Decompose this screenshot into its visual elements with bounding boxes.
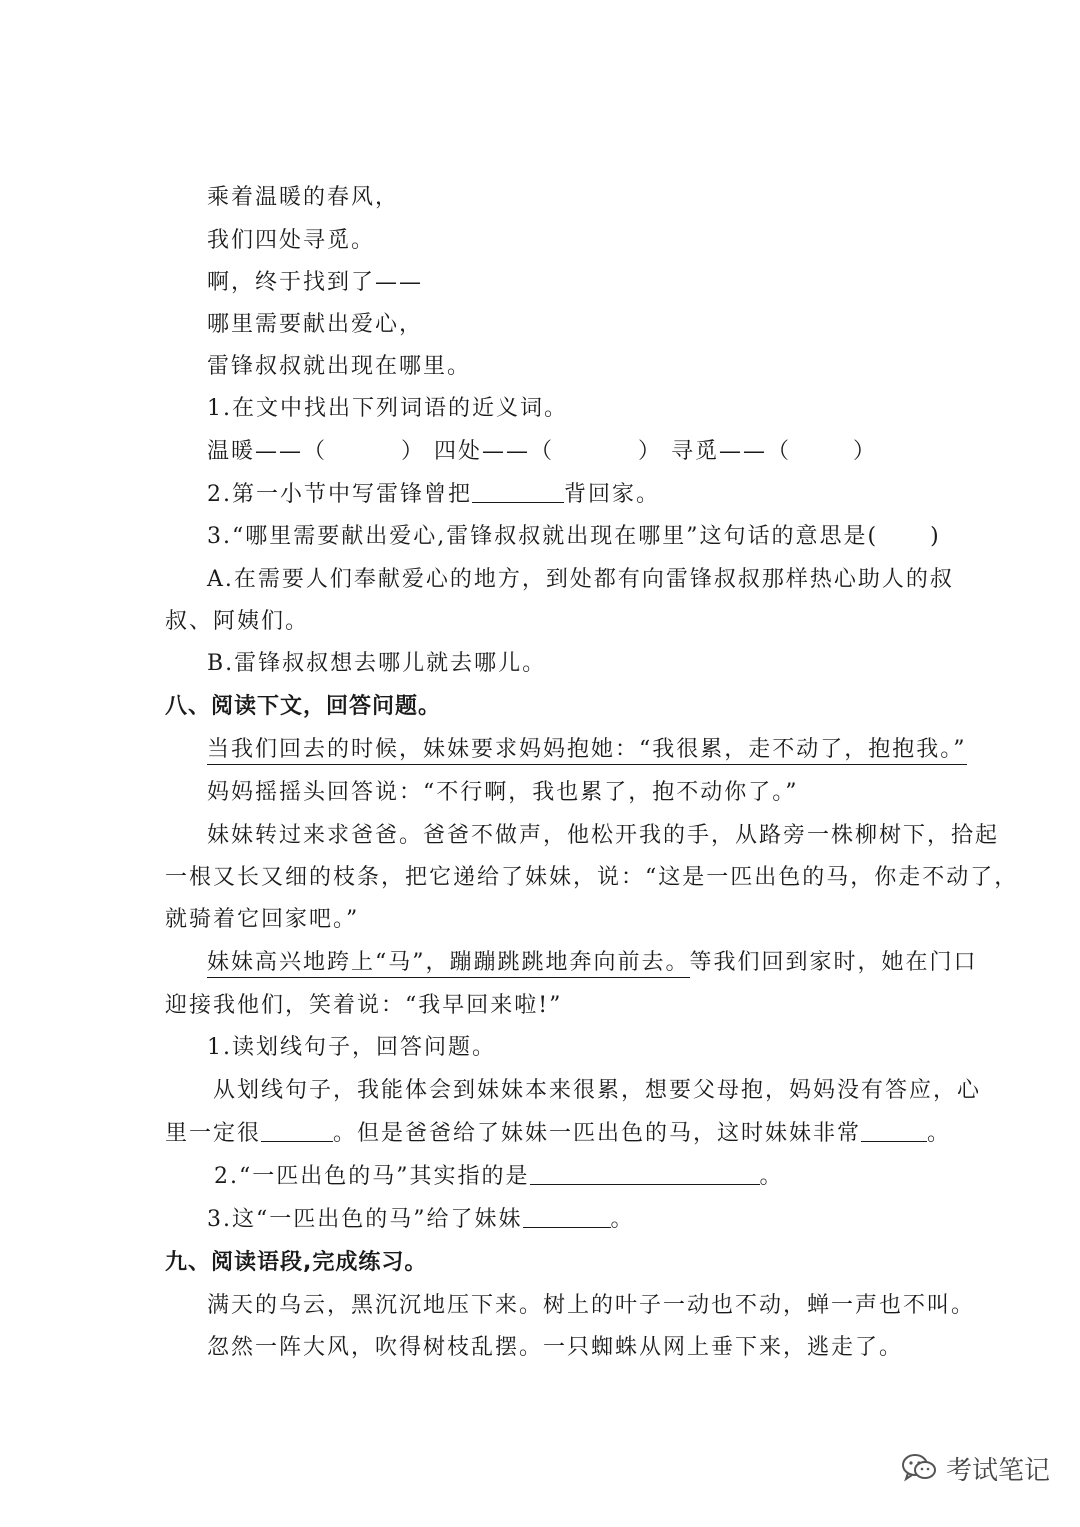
sec8-answer-1-line-1: 从划线句子，我能体会到妹妹本来很累，想要父母抱，妈妈没有答应，心 xyxy=(213,1078,982,1103)
answer-blank[interactable] xyxy=(261,1119,333,1142)
sec9-paragraph-1: 满天的乌云，黑沉沉地压下来。树上的叶子一动也不动，蝉一声也不叫。 xyxy=(207,1293,976,1318)
q7-question-3: 3.“哪里需要献出爱心,雷锋叔叔就出现在哪里”这句话的意思是( ) xyxy=(207,524,941,549)
underlined-sentence: 妹妹高兴地跨上“马”，蹦蹦跳跳地奔向前去。 xyxy=(207,950,690,978)
q7-option-a-line-2: 叔、阿姨们。 xyxy=(165,609,310,634)
poem-line-3: 啊，终于找到了—— xyxy=(207,270,424,295)
sec8-paragraph-4-line-1: 妹妹高兴地跨上“马”，蹦蹦跳跳地奔向前去。等我们回到家时，她在门口 xyxy=(207,948,978,978)
synonym-warm: 温暖——（ xyxy=(207,439,328,464)
wechat-icon xyxy=(900,1451,938,1485)
answer-blank[interactable] xyxy=(530,1162,760,1185)
answer-blank[interactable] xyxy=(861,1119,927,1142)
sec8-question-1: 1.读划线句子，回答问题。 xyxy=(207,1035,496,1060)
sec8-paragraph-1: 当我们回去的时候，妹妹要求妈妈抱她：“我很累，走不动了，抱抱我。” xyxy=(207,735,967,765)
sec8-paragraph-2: 妈妈摇摇头回答说：“不行啊，我也累了，抱不动你了。” xyxy=(207,780,799,805)
sec8-paragraph-3-line-3: 就骑着它回家吧。” xyxy=(165,907,360,932)
synonym-seek: ） 寻觅——（ xyxy=(638,439,792,464)
q7-question-2: 2.第一小节中写雷锋曾把 背回家。 xyxy=(207,482,661,507)
synonym-close: ） xyxy=(853,439,878,464)
answer-blank[interactable] xyxy=(523,1205,611,1228)
poem-line-5: 雷锋叔叔就出现在哪里。 xyxy=(207,354,472,379)
watermark xyxy=(900,1448,1050,1488)
sec9-paragraph-2: 忽然一阵大风，吹得树枝乱摆。一只蜘蛛从网上垂下来，逃走了。 xyxy=(207,1335,904,1360)
section-8-title: 八、阅读下文，回答问题。 xyxy=(165,694,442,719)
poem-line-1: 乘着温暖的春风， xyxy=(207,185,400,210)
poem-line-2: 我们四处寻觅。 xyxy=(207,228,376,253)
q7-synonym-row xyxy=(207,437,877,467)
synonym-everywhere: ） 四处——（ xyxy=(401,439,555,464)
sec8-paragraph-3-line-1: 妹妹转过来求爸爸。爸爸不做声，他松开我的手，从路旁一株柳树下，拾起 xyxy=(207,823,1000,848)
q7-option-b: B.雷锋叔叔想去哪儿就去哪儿。 xyxy=(207,651,547,676)
poem-line-4: 哪里需要献出爱心， xyxy=(207,312,424,337)
sec8-paragraph-3-line-2: 一根又长又细的枝条，把它递给了妹妹，说：“这是一匹出色的马，你走不动了， xyxy=(165,865,1019,890)
q7-question-1: 1.在文中找出下列词语的近义词。 xyxy=(207,396,568,421)
sec8-question-3: 3.这“一匹出色的马”给了妹妹 。 xyxy=(207,1207,635,1232)
answer-blank[interactable] xyxy=(472,480,564,503)
sec8-answer-1-line-2: 里一定很 。但是爸爸给了妹妹一匹出色的马，这时妹妹非常 。 xyxy=(165,1121,952,1146)
q7-option-a-line-1: A.在需要人们奉献爱心的地方，到处都有向雷锋叔叔那样热心助人的叔 xyxy=(207,567,954,592)
sec8-paragraph-4-line-2: 迎接我他们，笑着说：“我早回来啦!” xyxy=(165,993,563,1018)
section-9-title: 九、阅读语段,完成练习。 xyxy=(165,1250,428,1275)
watermark-text: 考试笔记 xyxy=(946,1455,1051,1486)
sec8-question-2: 2.“一匹出色的马”其实指的是 。 xyxy=(214,1164,784,1189)
